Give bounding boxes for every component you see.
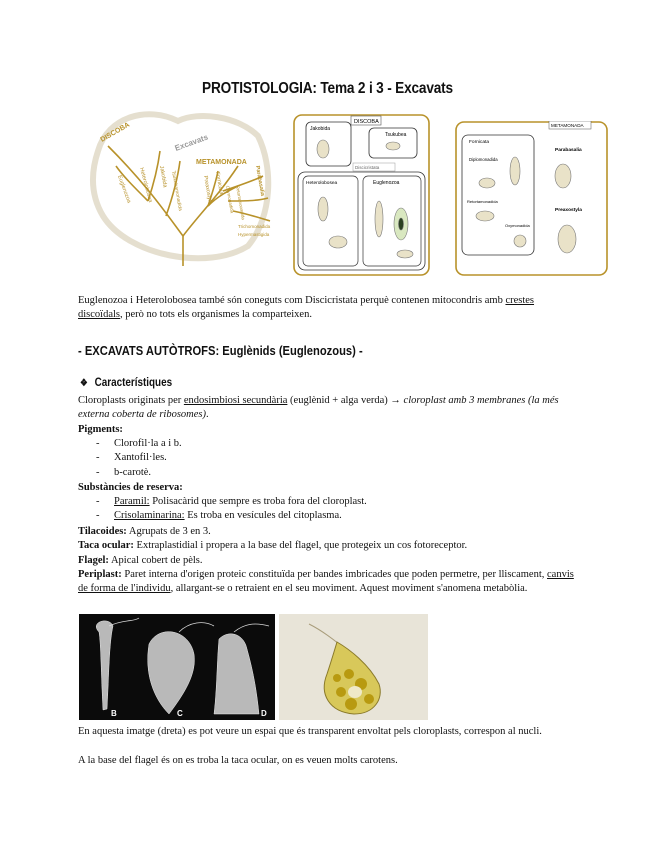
tilacoides-line: Tilacoides: Agrupats de 3 en 3. <box>78 526 211 537</box>
label-fornicata: Fornicata <box>214 171 224 195</box>
list-item: - b-carotè. <box>96 467 152 478</box>
photo-label-b: B <box>111 709 117 718</box>
label-jakobida: Jakobida <box>158 165 168 189</box>
pigment-item: Xantofil·les. <box>114 452 167 463</box>
cloro-text-pre: Cloroplasts originats per <box>78 395 184 406</box>
list-item: - Xantofil·les. <box>96 452 167 463</box>
reserva-desc: Es troba en vesícules del citoplasma. <box>184 510 342 521</box>
cloroplasts-paragraph <box>78 394 578 423</box>
intro-term-crestes: crestes discoïdals <box>78 295 535 321</box>
reserva-term: Crisolaminarina: <box>114 510 185 521</box>
label-preaxostyla: Preaxostyla <box>202 175 213 205</box>
cloro-term-endosimbiosi: endosimbiosi secundària <box>183 395 288 406</box>
label-fornicata-box: Fornicata <box>469 140 489 145</box>
cloro-text-mid: (euglènid + alga verda) → <box>287 395 404 406</box>
section-heading: - EXCAVATS AUTÒTROFS: Euglènids (Euglenozous) - <box>78 343 363 358</box>
reserva-term: Paramil: <box>114 496 150 507</box>
label-jakobida-box: Jakobida <box>310 126 331 132</box>
label-heterolobosea-box: Heterolobosea <box>306 181 338 186</box>
pigments-label: Pigments: <box>78 424 123 435</box>
photo-label-c: C <box>177 709 183 718</box>
caption-1: En aquesta imatge (dreta) es pot veure un espai que és transparent envoltat pels cloroplasts, correspon al nucli. <box>78 726 542 737</box>
list-item: - Clorofil·la a i b. <box>96 438 182 449</box>
label-metamonada-box: METAMONADA <box>551 123 584 128</box>
intro-text-post: , però no tots els organismes la comparteixen. <box>120 309 312 321</box>
sem-euglenids-photo <box>79 614 275 720</box>
label-preaxostyla-box: Preaxostyla <box>555 208 582 213</box>
taca-ocular-line: Taca ocular: Extraplastidial i propera a la base del flagel, que protegeix un cos fotoreceptor. <box>78 540 468 551</box>
label-discoba-box: DISCOBA <box>354 119 379 125</box>
label-retortamonadida-box: Retortamonadida <box>467 199 498 204</box>
phylogeny-tree-figure <box>88 106 283 271</box>
reserva-label: Substàncies de reserva: <box>78 482 183 493</box>
periplast-term: canvis de forma de l'individu <box>78 569 574 595</box>
label-euglenozoa: Euglenozoa <box>116 174 132 204</box>
euglena-micrograph-photo <box>279 614 428 720</box>
label-retortamonadida: Retortamonadida <box>235 185 246 221</box>
cloro-text-end: . <box>206 409 209 421</box>
pigment-item: Clorofil·la a i b. <box>114 438 182 449</box>
label-parabasalia-box: Parabasalia <box>555 148 582 153</box>
pigment-item: b-carotè. <box>114 467 152 478</box>
label-tsukubea-box: Tsukubea <box>385 132 407 138</box>
metamonada-diagram-figure <box>455 121 608 276</box>
caption-2: A la base del flagel és on es troba la taca ocular, on es veuen molts carotens. <box>78 755 398 766</box>
label-tsukubamonadida: Tsukubamonadida <box>170 170 183 212</box>
flagel-line: Flagel: Apical cobert de pèls. <box>78 555 203 566</box>
label-oxymonadida: Oxymonadida <box>225 185 235 214</box>
label-euglenozoa-box: Euglenozoa <box>373 180 400 186</box>
label-heterolobosea: Heterolobosea <box>138 166 154 204</box>
label-trichomonadida: Trichomonadida <box>238 224 271 229</box>
page-title: PROTISTOLOGIA: Tema 2 i 3 - Excavats <box>202 80 453 97</box>
photo-label-d: D <box>261 709 267 718</box>
label-diplomonadida: Diplomonadida <box>469 157 498 162</box>
subheading-caracteristiques <box>80 377 172 389</box>
label-discicristata: Discicristata <box>355 165 380 170</box>
intro-paragraph <box>78 294 578 323</box>
list-item: - Paramil: Polisacàrid que sempre es troba fora del cloroplast. <box>96 496 367 507</box>
label-excavats: Excavats <box>173 132 210 153</box>
cloro-italic-text: cloroplast amb 3 membranes (la més externa coberta de ribosomes) <box>78 395 559 421</box>
label-discoba: DISCOBA <box>99 121 131 144</box>
list-item: - Crisolaminarina: Es troba en vesícules del citoplasma. <box>96 510 342 521</box>
label-hypermastigida: Hypermastigida <box>238 232 270 237</box>
subheading-text: Característiques <box>94 377 173 389</box>
label-parabasalia: Parabasalia <box>254 165 266 197</box>
discoba-diagram-figure <box>293 114 430 276</box>
label-oxymonadida-box: Oxymonadida <box>505 223 530 228</box>
intro-text-pre: Euglenozoa i Heterolobosea també són coneguts com Discicristata perquè contenen mitocondris amb <box>78 295 506 306</box>
diamond-bullet-icon: ❖ <box>80 378 88 389</box>
reserva-desc: Polisacàrid que sempre es troba fora del cloroplast. <box>149 496 367 507</box>
periplast-paragraph: Periplast: Paret interna d'origen proteic constituïda per bandes imbricades que poden permetre, per lliscament, canvis de forma de l'individu, allargant-se o retraient en el seu moviment. Aquest moviment s'anomena metabòlia. <box>78 569 574 595</box>
label-metamonada: METAMONADA <box>196 159 247 166</box>
